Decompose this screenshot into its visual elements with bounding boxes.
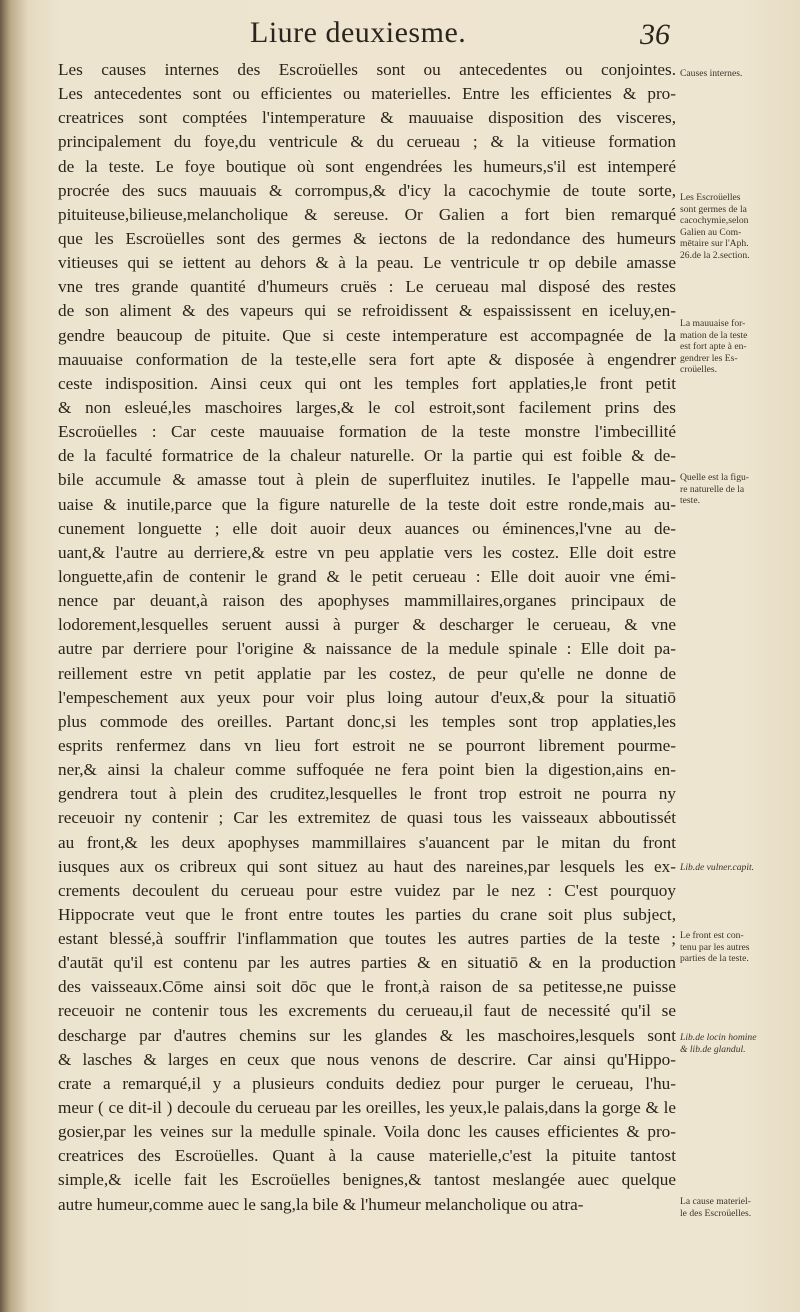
text-line: simple,& icelle fait les Escroüelles benignes,& tantost meslangée auec quelque xyxy=(58,1170,676,1190)
text-line: iusques aux os cribreux qui sont situez au haut des nareines,par lesquels les ex- xyxy=(58,856,676,876)
text-line: gosier,par les veines sur la medulle spinale. Voila donc les causes efficientes & pro- xyxy=(58,1122,676,1142)
text-line: creatrices des Escroüelles. Quant à la cause materielle,c'est la pituite tantost xyxy=(58,1146,676,1166)
margin-note xyxy=(680,1032,798,1055)
margin-note-line: Les Escroüelles xyxy=(680,192,741,203)
text-line: vne tres grande quantité d'humeurs cruës : Le cerueau mal disposé des restes xyxy=(58,277,676,297)
text-line: reillement estre vn petit applatie par les costez, de peur qu'elle ne donne de xyxy=(58,663,676,683)
text-line: d'autāt qu'il est contenu par les autres parties & en situatiō & en la production xyxy=(58,953,676,973)
margin-note xyxy=(680,318,798,376)
text-line: ceste indisposition. Ainsi ceux qui ont les temples fort applaties,le front petit xyxy=(58,373,676,393)
margin-note-line: croüelles. xyxy=(680,364,718,375)
text-line: uant,& l'autre au derriere,& estre vn peu applatie vers les costez. Elle doit estre xyxy=(58,542,676,562)
page-number: 36 xyxy=(640,18,670,51)
text-line: descharge par d'autres chemins sur les glandes & les maschoires,lesquels sont xyxy=(58,1025,676,1045)
text-line: creatrices sont comptées l'intemperature & mauuaise disposition des visceres, xyxy=(58,108,676,128)
text-line: gendrera tout à plein des cruditez,lesquelles le front trop estroit ne pourra ny xyxy=(58,784,676,804)
margin-note-line: re naturelle de la xyxy=(680,483,745,495)
text-line: que les Escroüelles sont des germes & iectons de la redondance des humeurs xyxy=(58,228,676,248)
text-line: des vaisseaux.Cōme ainsi soit dōc que le front,à raison de sa petitesse,ne puisse xyxy=(58,977,676,997)
text-line: crements decoulent du cerueau pour estre vuidez par le nez : C'est pourquoy xyxy=(58,880,676,900)
text-line: mauuaise conformation de la teste,elle sera fort apte & disposée à engendrer xyxy=(58,349,676,369)
margin-note-line: Galien au Com- xyxy=(680,226,742,238)
margin-note-line: tenu par les autres xyxy=(680,941,750,953)
margin-note-line: La cause materiel- xyxy=(680,1196,751,1207)
margin-note-line: Quelle est la figu- xyxy=(680,472,749,483)
margin-note-line: est fort apte à en- xyxy=(680,341,747,352)
text-line: gendre beaucoup de pituite. Que si ceste intemperature est accompagnée de la xyxy=(58,325,676,345)
text-line: cunement longuette ; elle doit auoir deux auances ou éminences,l'vne au de- xyxy=(58,518,676,538)
text-line: uaise & inutile,parce que la figure naturelle de la teste doit estre ronde,mais au- xyxy=(58,494,676,514)
text-line: Les antecedentes sont ou efficientes ou materielles. Entre les efficientes & pro- xyxy=(58,84,676,104)
text-line: Escroüelles : Car ceste mauuaise formation de la teste monstre l'imbecillité xyxy=(58,422,676,442)
margin-note-line: le des Escroüelles. xyxy=(680,1207,752,1219)
text-line: crate a remarqué,il y a plusieurs conduits dediez pour purger le cerueau, l'hu- xyxy=(58,1073,676,1093)
page-header xyxy=(250,16,670,56)
text-line: procrée des sucs mauuais & corrompus,& d'icy la cacochymie de toute sorte, xyxy=(58,180,676,200)
margin-note-line: cacochymie,selon xyxy=(680,215,749,226)
text-line: receuoir ne contenir tous les excrements du cerueau,il faut de necessité qu'il se xyxy=(58,1001,676,1021)
text-line: Hippocrate veut que le front entre toutes les parties du crane soit plus subject, xyxy=(58,904,676,924)
text-line: lodorement,lesquelles seruent aussi à purger & descharger le cerueau, & vne xyxy=(58,615,676,635)
margin-note-line: 26.de la 2.section. xyxy=(680,249,750,261)
margin-note xyxy=(680,68,798,80)
margin-note xyxy=(680,192,798,261)
text-line: autre par derriere pour l'origine & naissance de la medule spinale : Elle doit pa- xyxy=(58,639,676,659)
margin-note-line: Lib.de locin homine xyxy=(680,1032,757,1043)
text-line: receuoir ny contenir ; Car les extremitez de quasi tous les vaisseaux abboutissét xyxy=(58,808,676,828)
text-line: vitieuses qui se iettent au dehors & à la peau. Le ventricule tr op debile amasse xyxy=(58,253,676,273)
margin-note-line: mētaire sur l'Aph. xyxy=(680,238,749,249)
text-line: l'empeschement aux yeux pour voir plus loing autour d'eux,& pour la situatiō xyxy=(58,687,676,707)
text-line: nence par deuant,à raison des apophyses mammillaires,organes principaux de xyxy=(58,591,676,611)
text-line: & lasches & larges en ceux que nous venons de descrire. Car ainsi qu'Hippo- xyxy=(58,1049,676,1069)
text-line: au front,& les deux apophyses mammillaires s'auancent par le mitan du front xyxy=(58,832,676,852)
running-title: Liure deuxiesme. xyxy=(250,16,467,49)
text-line: de son aliment & des vapeurs qui se refroidissent & espaississent en iceluy,en- xyxy=(58,301,676,321)
margin-note-line: gendrer les Es- xyxy=(680,352,738,364)
margin-note-line: teste. xyxy=(680,495,700,506)
margin-note xyxy=(680,472,798,507)
text-line: plus commode des oreilles. Partant donc,si les temples sont trop applaties,les xyxy=(58,711,676,731)
margin-note xyxy=(680,1196,798,1219)
text-line: longuette,afin de contenir le grand & le petit cerueau : Elle doit auoir vne émi- xyxy=(58,566,676,586)
text-line: & non esleué,les maschoires larges,& le col estroit,sont facilement prins des xyxy=(58,397,676,417)
text-line: estant blessé,à souffrir l'inflammation que toutes les autres parties de la teste ; xyxy=(58,929,676,949)
margin-note-line: Le front est con- xyxy=(680,930,744,941)
margin-note xyxy=(680,930,798,965)
text-line: de la faculté formatrice de la chaleur naturelle. Or la partie qui est foible & de- xyxy=(58,446,676,466)
text-line: esprits renfermez dans vn lieu fort estroit ne se pourront librement pourme- xyxy=(58,735,676,755)
margin-note xyxy=(680,862,798,874)
text-line: pituiteuse,bilieuse,melancholique & sereuse. Or Galien a fort bien remarqué xyxy=(58,204,676,224)
text-line: bile accumule & amasse tout à plein de superfluitez inutiles. Ie l'appelle mau- xyxy=(58,470,676,490)
margin-note-line: Causes internes. xyxy=(680,68,743,79)
text-line: ner,& ainsi la chaleur comme suffoquée ne fera point bien la digestion,ains en- xyxy=(58,760,676,780)
text-line: meur ( ce dit-il ) decoule du cerueau par les oreilles, les yeux,le palais,dans la gorge & le xyxy=(58,1098,676,1118)
text-line: autre humeur,comme auec le sang,la bile & l'humeur melancholique ou atra- xyxy=(58,1194,584,1214)
text-line: Les causes internes des Escroüelles sont ou antecedentes ou conjointes. xyxy=(58,60,676,79)
text-line: de la teste. Le foye boutique où sont engendrées les humeurs,s'il est intemperé xyxy=(58,156,676,176)
text-line: principalement du foye,du ventricule & du cerueau ; & la vitieuse formation xyxy=(58,132,676,152)
margin-note-line: La mauuaise for- xyxy=(680,318,746,329)
main-text xyxy=(58,58,676,1217)
margin-note-line: sont germes de la xyxy=(680,203,747,215)
margin-note-line: Lib.de vulner.capit. xyxy=(680,862,755,873)
margin-note-line: parties de la teste. xyxy=(680,953,749,964)
margin-note-line: & lib.de glandul. xyxy=(680,1043,746,1055)
margin-note-line: mation de la teste xyxy=(680,329,748,341)
